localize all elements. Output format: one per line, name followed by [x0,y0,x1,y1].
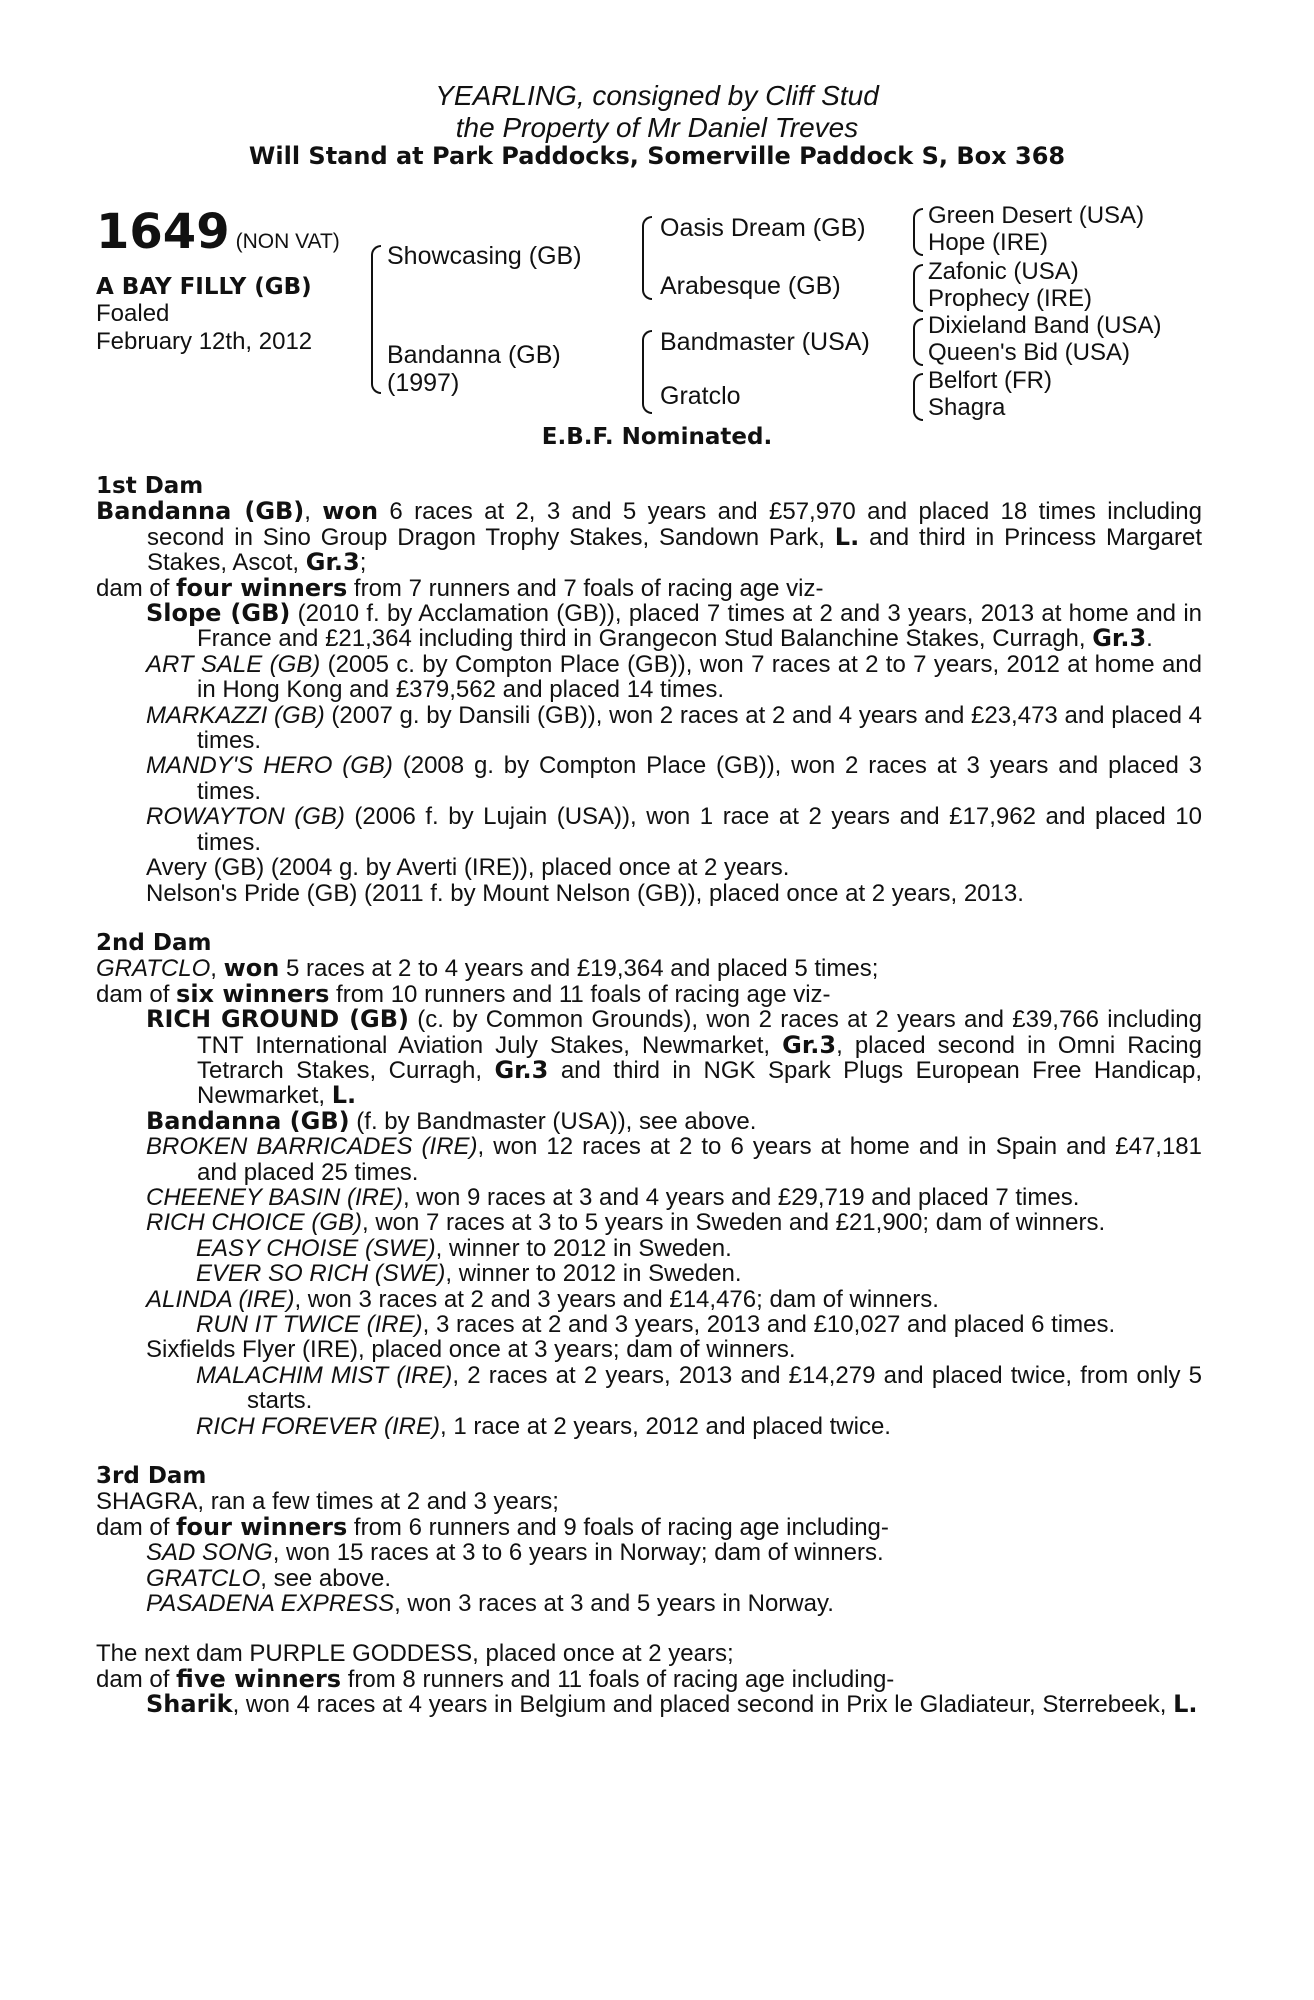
grand-progeny-entry [96,1312,1202,1337]
won-word: won [223,954,280,983]
dam-of-text: from 7 runners and 7 foals of racing age viz- [347,574,824,602]
foaled-label: Foaled [96,300,170,327]
winners-count: six winners [176,979,330,1008]
first-dam-title: 1st Dam [96,473,204,499]
dam-of-text: dam of [96,1665,177,1693]
dam-of-line [96,979,1202,1008]
sire-sire: Oasis Dream (GB) [660,214,866,242]
progeny-record: , won 12 races at 2 to 6 years at home and in Spain and £47,181 and placed 25 times. [197,1133,1203,1186]
foaled-date: February 12th, 2012 [96,328,313,355]
dam: Bandanna (GB) [387,341,561,369]
dam-of-text: dam of [96,574,177,602]
gen4-4: Prophecy (IRE) [928,285,1093,312]
third-dam-record: SHAGRA, ran a few times at 2 and 3 years; [96,1488,559,1516]
listed-mark: L. [834,522,860,551]
progeny-entry: Nelson's Pride (GB) (2011 f. by Mount Nelson (GB)), placed once at 2 years, 2013. [146,879,1024,907]
group-mark: Gr.3 [305,548,360,577]
next-dam-record: The next dam PURPLE GODDESS, placed once at 2 years; [96,1640,734,1668]
progeny-entry [96,804,1202,855]
progeny-entry [96,703,1202,754]
dam-sire: Bandmaster (USA) [660,328,870,356]
progeny-record: (2005 c. by Compton Place (GB)), won 7 races at 2 to 7 years, 2012 at home and in Hong Kong and £379,562 and placed 14 times. [197,650,1202,704]
dam-of-line [96,1512,1202,1541]
progeny-record: , won 4 races at 4 years in Belgium and placed second in Prix le Gladiateur, Sterrebeek, [232,1691,1174,1719]
progeny-name: ART SALE (GB) [146,650,321,678]
progeny-record: , 1 race at 2 years, 2012 and placed twice. [440,1412,891,1440]
progeny-entry [96,1566,1202,1591]
progeny-name: Sharik [146,1690,233,1719]
grand-progeny-entry [96,1363,1202,1414]
dam-year: (1997) [387,369,460,397]
progeny-name: PASADENA EXPRESS [146,1590,395,1618]
progeny-name: EVER SO RICH (SWE) [196,1260,446,1288]
progeny-record: , won 3 races at 3 and 5 years in Norway. [394,1590,834,1618]
progeny-name: MALACHIM MIST (IRE) [196,1361,453,1389]
progeny-entry [96,1540,1202,1565]
gen4-1: Green Desert (USA) [928,202,1145,229]
race-record: and third in Princess Margaret Stakes, Ascot, [147,523,1203,577]
punctuation: ; [359,549,367,577]
sire: Showcasing (GB) [387,242,582,270]
listed-mark: L. [331,1081,357,1110]
dam-of-text: from 6 runners and 9 foals of racing age including- [347,1513,889,1541]
consignment-line: YEARLING, consigned by Cliff Stud [435,80,879,111]
grand-progeny-entry [96,1261,1202,1286]
progeny-entry: Sixfields Flyer (IRE), placed once at 3 years; dam of winners. [146,1336,796,1364]
progeny-entry [96,1210,1202,1235]
progeny-entry [96,1007,1202,1109]
progeny-record: , won 15 races at 3 to 6 years in Norway; dam of winners. [272,1539,884,1567]
progeny-entry [96,1692,1202,1717]
progeny-record: (c. by Common Grounds), won 2 races at 2 years and £39,766 including TNT International Aviation July Stakes, Newmarket, [197,1006,1203,1059]
progeny-entry [96,753,1202,804]
dam-name: Bandanna (GB) [96,497,305,526]
winners-count: five winners [176,1664,342,1693]
progeny-name: RUN IT TWICE (IRE) [196,1311,423,1338]
progeny-name: Bandanna (GB) [146,1106,350,1135]
group-mark: Gr.3 [1092,624,1147,653]
pedigree-brace [642,216,652,300]
progeny-record: (2007 g. by Dansili (GB)), won 2 races at 2 and 4 years and £23,473 and placed 4 times. [197,701,1203,755]
progeny-record: , winner to 2012 in Sweden. [435,1234,732,1262]
progeny-record: , 3 races at 2 and 3 years, 2013 and £10,027 and placed 6 times. [422,1311,1116,1338]
catalogue-body [96,474,1202,1718]
progeny-name: RICH CHOICE (GB) [146,1209,362,1237]
third-dam-title: 3rd Dam [96,1463,207,1490]
property-line: the Property of Mr Daniel Treves [455,112,859,143]
progeny-record: , won 7 races at 3 to 5 years in Sweden and £21,900; dam of winners. [362,1209,1106,1237]
dam-of-line [96,573,1202,602]
progeny-name: ALINDA (IRE) [146,1285,295,1313]
group-mark: Gr.3 [782,1030,837,1059]
progeny-name: EASY CHOISE (SWE) [196,1234,436,1262]
pedigree-brace [913,264,923,312]
progeny-record: (2010 f. by Acclamation (GB)), placed 7 times at 2 and 3 years, 2013 at home and in France and £21,364 including third in Grangecon Stud Balanchine Stakes, Curragh, [197,600,1202,653]
ebf-nomination: E.B.F. Nominated. [541,424,773,450]
progeny-record: (2008 g. by Compton Place (GB)), won 2 races at 3 years and placed 3 times. [197,752,1202,805]
progeny-name: CHEENEY BASIN (IRE) [146,1183,403,1211]
pedigree-brace [913,318,923,366]
progeny-entry [96,1185,1202,1210]
progeny-record: , winner to 2012 in Sweden. [445,1260,742,1288]
second-dam-title: 2nd Dam [96,929,212,956]
pedigree-brace [913,208,923,256]
gen4-2: Hope (IRE) [928,229,1049,256]
dam-of-text: dam of [96,980,177,1008]
dam-name: GRATCLO [96,955,211,983]
progeny-record: and third in NGK Spark Plugs European Free Handicap, Newmarket, [197,1056,1202,1110]
lot-number: 1649 [96,204,230,260]
winners-count: four winners [176,1512,348,1541]
vat-status: (NON VAT) [235,230,340,253]
gen4-7: Belfort (FR) [928,367,1053,394]
gen4-6: Queen's Bid (USA) [928,339,1130,366]
progeny-name: MANDY'S HERO (GB) [146,752,393,780]
progeny-name: ROWAYTON (GB) [146,803,345,831]
progeny-entry [96,1591,1202,1616]
dam-of-line [96,1664,1202,1693]
progeny-name: GRATCLO [146,1564,261,1592]
listed-mark: L. [1173,1690,1198,1719]
gen4-3: Zafonic (USA) [928,258,1079,285]
dam-of-text: from 8 runners and 11 foals of racing age including- [341,1665,895,1693]
progeny-record: (2006 f. by Lujain (USA)), won 1 race at 2 years and £17,962 and placed 10 times. [197,803,1203,856]
progeny-name: SAD SONG [146,1539,273,1567]
grand-progeny-entry [96,1414,1202,1439]
gen4-8: Shagra [928,394,1006,421]
pedigree-brace [642,330,652,414]
stand-location-line: Will Stand at Park Paddocks, Somerville Paddock S, Box 368 [248,142,1066,170]
gen4-5: Dixieland Band (USA) [928,312,1162,339]
pedigree-brace [371,245,381,394]
progeny-record: , won 3 races at 2 and 3 years and £14,476; dam of winners. [294,1285,939,1313]
progeny-record: , 2 races at 2 years, 2013 and £14,279 and placed twice, from only 5 starts. [247,1361,1203,1415]
progeny-name: BROKEN BARRICADES (IRE) [146,1133,478,1161]
second-dam-record: GRATCLO, won 5 races at 2 to 4 years and £19,364 and placed 5 times; [96,954,879,983]
lot-number-row [96,206,340,268]
race-record: 6 races at 2, 3 and 5 years and £57,970 and placed 18 times including second in Sino Group Dragon Trophy Stakes, Sandown Park, [147,498,1202,551]
grand-progeny-entry [96,1236,1202,1261]
won-word: won [322,497,379,526]
winners-count: four winners [176,573,348,602]
horse-title: A BAY FILLY (GB) [96,274,312,300]
first-dam-record: Bandanna (GB), won 6 races at 2, 3 and 5 years and £57,970 and placed 18 times including second in Sino Group Dragon Trophy Stakes, Sandown Park, L. and third in Princess Margaret Stakes, Ascot, Gr.3; [96,497,1203,577]
progeny-entry [96,1287,1202,1312]
progeny-name: RICH FOREVER (IRE) [196,1412,441,1440]
dam-of-text: dam of [96,1513,177,1541]
progeny-name: Slope (GB) [146,599,291,628]
progeny-record: , won 9 races at 3 and 4 years and £29,719 and placed 7 times. [402,1183,1080,1211]
progeny-entry [96,1134,1202,1185]
progeny-record: , placed second in Omni Racing Tetrarch Stakes, Curragh, [197,1031,1202,1084]
progeny-record: , see above. [260,1564,391,1592]
group-mark: Gr.3 [494,1055,549,1084]
sire-dam: Arabesque (GB) [660,272,841,300]
dam-dam: Gratclo [660,382,741,410]
progeny-name: MARKAZZI (GB) [146,701,325,729]
progeny-entry [96,601,1202,652]
progeny-record: (f. by Bandmaster (USA)), see above. [349,1107,757,1135]
progeny-entry [96,652,1202,703]
pedigree-brace [913,373,923,421]
progeny-name: RICH GROUND (GB) [146,1005,409,1034]
progeny-entry [96,1106,1202,1135]
dam-of-text: from 10 runners and 11 foals of racing age viz- [329,980,831,1008]
punctuation: . [1146,625,1153,653]
race-record: 5 races at 2 to 4 years and £19,364 and placed 5 times; [279,955,879,983]
progeny-entry: Avery (GB) (2004 g. by Averti (IRE)), placed once at 2 years. [146,854,790,882]
